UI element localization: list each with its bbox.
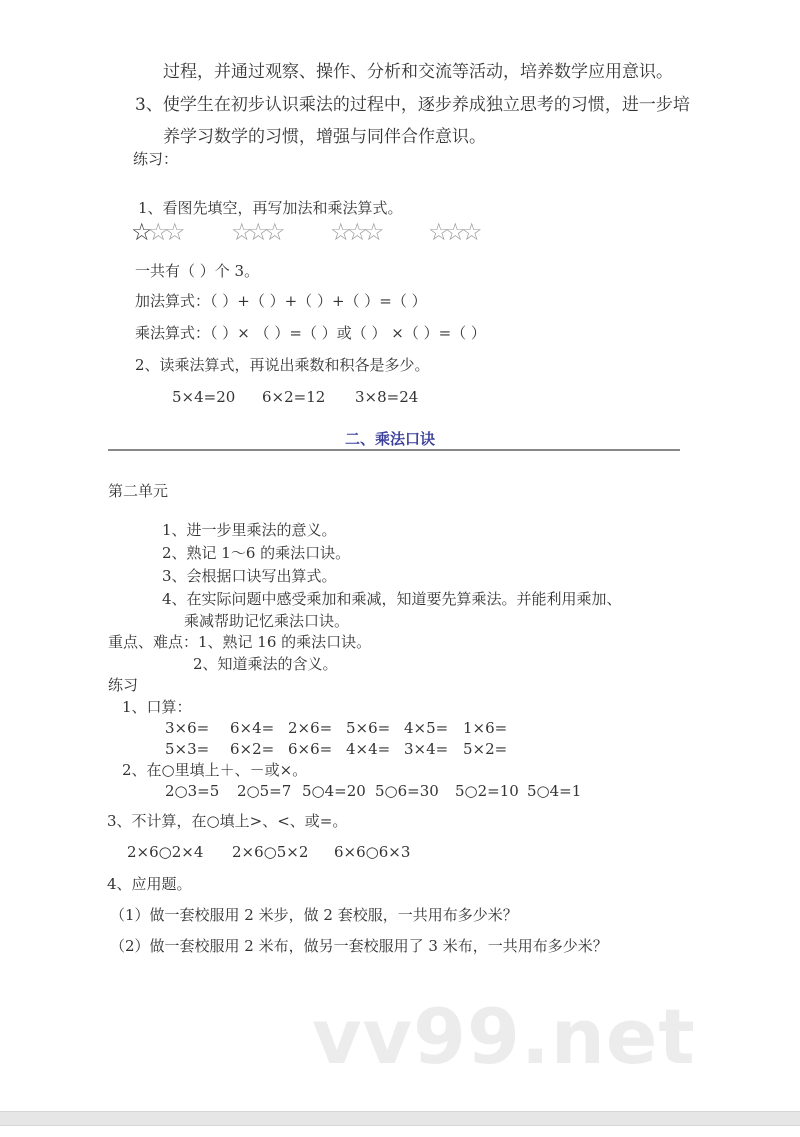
practice-label: 练习：	[133, 150, 179, 168]
fill-item: 5○6=30	[375, 782, 439, 800]
oral-item: 4×5=	[404, 719, 449, 737]
star-icon: ☆	[363, 218, 380, 246]
star-icon: ☆	[428, 218, 445, 246]
compare-item: 6×6○6×3	[334, 843, 411, 861]
oral-item: 3×4=	[404, 740, 449, 758]
fill-item: 5○4=1	[527, 782, 582, 800]
equation: 6×2=12	[262, 388, 326, 406]
oral-calc-label: 1、口算：	[122, 698, 192, 716]
star-icon: ☆	[444, 218, 462, 246]
oral-item: 4×4=	[346, 740, 391, 758]
oral-item: 5×2=	[463, 740, 508, 758]
goal-item: 2、熟记 1～6 的乘法口诀。	[162, 544, 351, 562]
star-group-2	[231, 219, 281, 245]
oral-item: 6×4=	[230, 719, 275, 737]
oral-item: 2×6=	[288, 719, 333, 737]
multiplication-line: 乘法算式：（ ）× （ ）=（ ）或（ ） ×（ ）=（ ）	[135, 324, 486, 342]
application-question-1: （1）做一套校服用 2 米步，做 2 套校服，一共用布多少米？	[110, 906, 518, 924]
fill-item: 2○5=7	[237, 782, 292, 800]
section-divider	[108, 449, 680, 451]
compare-item: 2×6○5×2	[232, 843, 309, 861]
star-icon: ☆	[346, 218, 364, 246]
oral-item: 5×6=	[346, 719, 391, 737]
star-icon: ☆	[131, 218, 148, 246]
goal-item: 3、会根据口诀写出算式。	[162, 567, 337, 585]
equation: 5×4=20	[172, 388, 236, 406]
section-title: 二、乘法口诀	[344, 430, 435, 448]
star-icon: ☆	[330, 218, 347, 246]
watermark: vv99.net	[312, 992, 696, 1081]
application-question-2: （2）做一套校服用 2 米布，做另一套校服用了 3 米布，一共用布多少米？	[110, 937, 608, 955]
equation: 3×8=24	[355, 388, 419, 406]
addition-line: 加法算式：（ ）+（ ）+（ ）+（ ）=（ ）	[135, 292, 427, 310]
goal-item-continued: 乘减帮助记忆乘法口诀。	[184, 612, 350, 630]
intro-line-1: 过程，并通过观察、操作、分析和交流等活动，培养数学应用意识。	[163, 62, 673, 82]
key-points-1: 重点、难点：1、熟记 16 的乘法口诀。	[108, 633, 372, 651]
fill-item: 2○3=5	[165, 782, 220, 800]
star-icon: ☆	[164, 218, 181, 246]
unit-label: 第二单元	[108, 482, 169, 500]
star-group-3	[330, 219, 380, 245]
fill-label: 2、在○里填上＋、－或×。	[122, 761, 308, 779]
star-icon: ☆	[231, 218, 248, 246]
practice-heading: 练习	[108, 676, 139, 694]
intro-line-3: 养学习数学的习惯，增强与同伴合作意识。	[163, 127, 486, 147]
horizontal-scrollbar[interactable]	[0, 1111, 800, 1126]
fill-item: 5○4=20	[302, 782, 366, 800]
oral-item: 5×3=	[165, 740, 210, 758]
oral-item: 6×2=	[230, 740, 275, 758]
key-points-2: 2、知道乘法的含义。	[193, 655, 338, 673]
goal-item: 4、在实际问题中感受乘加和乘减，知道要先算乘法。并能利用乘加、	[162, 590, 622, 608]
oral-item: 6×6=	[288, 740, 333, 758]
compare-label: 3、不计算，在○填上>、<、或=。	[107, 812, 348, 830]
fill-item: 5○2=10	[455, 782, 519, 800]
star-group-4	[428, 219, 478, 245]
count-line: 一共有（ ）个 3。	[135, 262, 260, 280]
star-icon: ☆	[461, 218, 478, 246]
star-icon: ☆	[147, 218, 165, 246]
exercise-1-question: 1、看图先填空，再写加法和乘法算式。	[138, 199, 403, 217]
goal-item: 1、进一步里乘法的意义。	[162, 521, 337, 539]
exercise-2-question: 2、读乘法算式，再说出乘数和积各是多少。	[135, 356, 430, 374]
oral-item: 1×6=	[463, 719, 508, 737]
intro-line-2: 3、使学生在初步认识乘法的过程中，逐步养成独立思考的习惯，进一步培	[135, 95, 690, 115]
star-icon: ☆	[264, 218, 281, 246]
compare-item: 2×6○2×4	[127, 843, 204, 861]
star-group-1	[131, 219, 181, 245]
star-icon: ☆	[247, 218, 265, 246]
oral-item: 3×6=	[165, 719, 210, 737]
application-label: 4、应用题。	[107, 875, 192, 893]
